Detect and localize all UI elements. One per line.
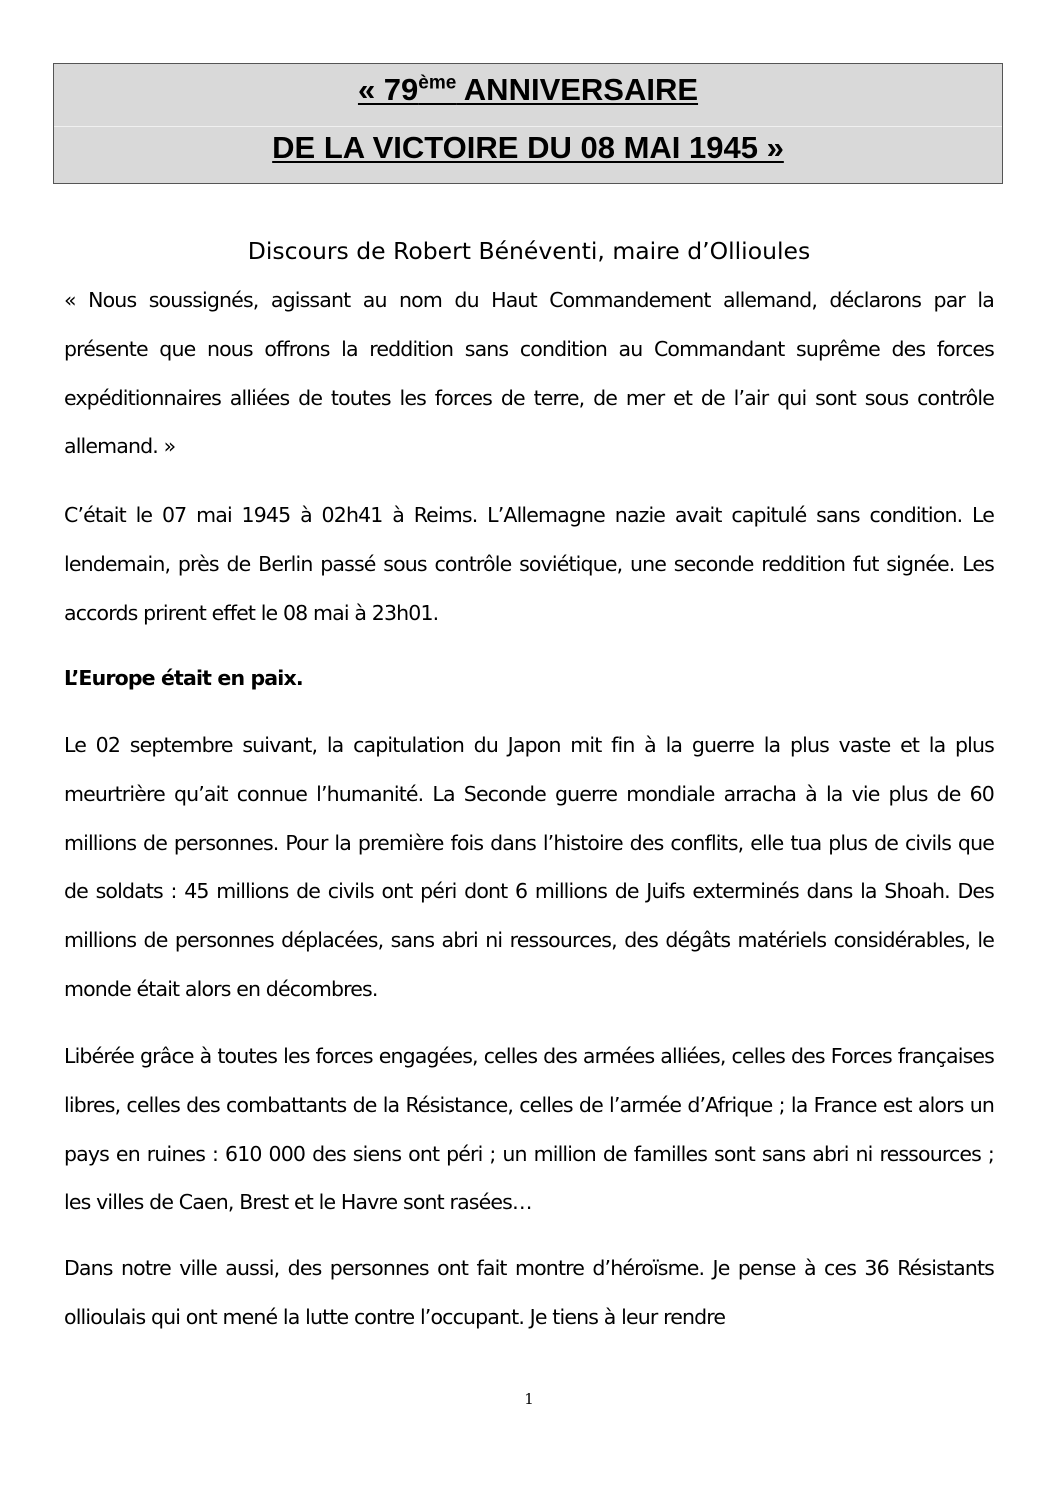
- paragraph-japan: Le 02 septembre suivant, la capitulation du Japon mit fin à la guerre la plus vaste et la plus meurtrière qu’ait connue l’humanité. La Seconde guerre mondiale arracha à la vie plus de 60 millions de personnes. Pour la première fois dans l’histoire des conflits, elle tua plus de civils que de soldats : 45 millions de civils ont péri dont 6 millions de Juifs exterminés dans la Shoah. Des millions de personnes déplacées, sans abri ni ressources, des dégâts matériels considérables, le monde était alors en décombres.: [64, 733, 994, 1001]
- paragraph-europe-peace: L’Europe était en paix.: [64, 666, 303, 690]
- paragraph-france: Libérée grâce à toutes les forces engagées, celles des armées alliées, celles des Forces françaises libres, celles des combattants de la Résistance, celles de l’armée d’Afrique ; la France est alors un pays en ruines : 610 000 des siens ont péri ; un million de familles sont sans abri ni ressources ; les villes de Caen, Brest et le Havre sont rasées…: [64, 1044, 994, 1215]
- page-number: 1: [524, 1390, 534, 1408]
- title-superscript: ème: [418, 72, 457, 94]
- title-separator: [54, 126, 1002, 127]
- paragraph-surrender-quote: « Nous soussignés, agissant au nom du Haut Commandement allemand, déclarons par la présente que nous offrons la reddition sans condition au Commandant suprême des forces expéditionnaires alliées de toutes les forces de terre, de mer et de l’air qui sont sous contrôle allemand. »: [64, 288, 994, 459]
- paragraph-ollioules: Dans notre ville aussi, des personnes ont fait montre d’héroïsme. Je pense à ces 36 Résistants ollioulais qui ont mené la lutte contre l’occupant. Je tiens à leur rendre: [64, 1256, 994, 1329]
- speech-subtitle: Discours de Robert Bénéventi, maire d’Ollioules: [247, 237, 811, 265]
- paragraph-reims: C’était le 07 mai 1945 à 02h41 à Reims. L’Allemagne nazie avait capitulé sans condition. Le lendemain, près de Berlin passé sous contrôle soviétique, une seconde reddition fut signée. Les accords prirent effet le 08 mai à 23h01.: [64, 503, 994, 625]
- title-suffix: ANNIVERSAIRE: [456, 72, 699, 107]
- title-prefix: « 79: [357, 72, 419, 107]
- title-line-2: DE LA VICTOIRE DU 08 MAI 1945 »: [272, 130, 784, 165]
- title-line-1: [54, 72, 1002, 108]
- title-box: [53, 63, 1003, 184]
